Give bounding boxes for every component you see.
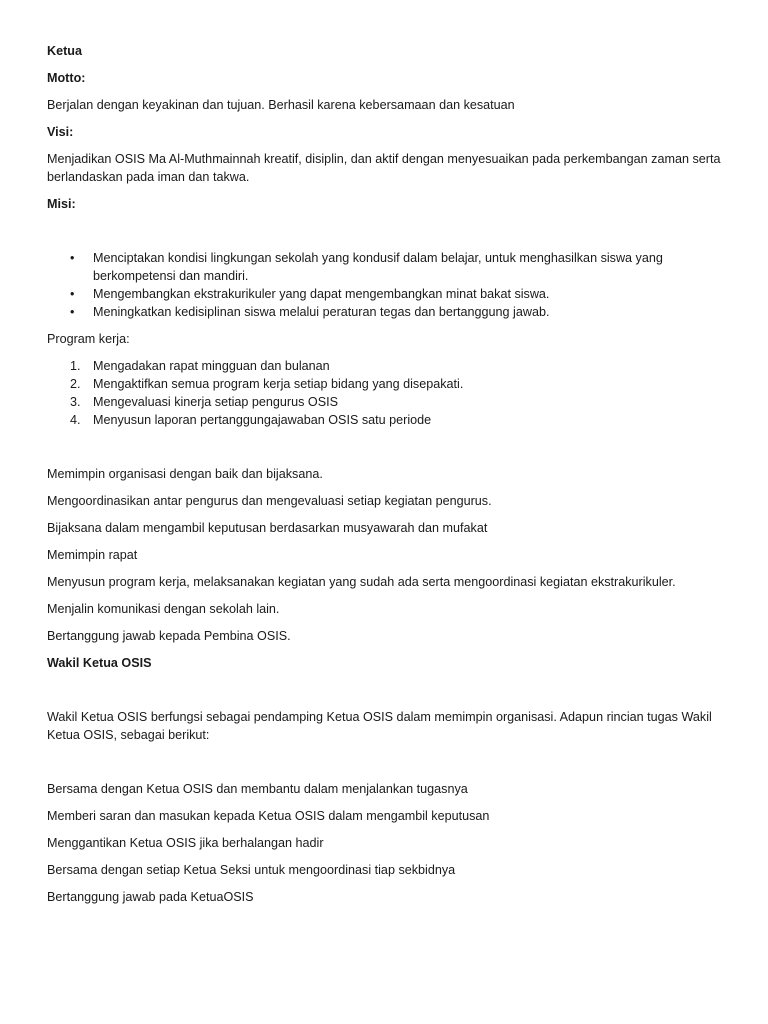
ketua-tugas-item: Bijaksana dalam mengambil keputusan berdasarkan musyawarah dan mufakat	[47, 521, 488, 535]
misi-item-text: Meningkatkan kedisiplinan siswa melalui peraturan tegas dan bertanggung jawab.	[93, 305, 550, 319]
section-heading-ketua: Ketua	[47, 44, 82, 58]
visi-text: Menjadikan OSIS Ma Al-Muthmainnah kreatif, disiplin, dan aktif dengan menyesuaikan pada perkembangan zaman serta berlandaskan pada iman dan takwa.	[47, 152, 721, 184]
misi-item	[47, 285, 727, 303]
misi-item	[47, 303, 727, 321]
misi-item-text: Menciptakan kondisi lingkungan sekolah yang kondusif dalam belajar, untuk menghasilkan siswa yang berkompetensi dan mandiri.	[93, 251, 663, 283]
program-item	[47, 375, 727, 393]
wakil-intro-text: Wakil Ketua OSIS berfungsi sebagai pendamping Ketua OSIS dalam memimpin organisasi. Adapun rincian tugas Wakil Ketua OSIS, sebagai berikut:	[47, 710, 712, 742]
bullet-icon: •	[70, 251, 75, 265]
ketua-tugas-item: Memimpin organisasi dengan baik dan bijaksana.	[47, 467, 323, 481]
program-kerja-list	[47, 357, 727, 429]
program-item-text: Mengevaluasi kinerja setiap pengurus OSIS	[93, 395, 339, 409]
wakil-tugas-item: Memberi saran dan masukan kepada Ketua OSIS dalam mengambil keputusan	[47, 809, 490, 823]
program-item-number: 4.	[70, 413, 81, 427]
program-item	[47, 393, 727, 411]
wakil-tugas-item: Bersama dengan Ketua OSIS dan membantu dalam menjalankan tugasnya	[47, 782, 468, 796]
program-item-text: Menyusun laporan pertanggungajawaban OSIS satu periode	[93, 413, 432, 427]
misi-list	[47, 249, 727, 321]
program-item	[47, 357, 727, 375]
visi-label: Visi:	[47, 125, 74, 139]
program-item-number: 2.	[70, 377, 81, 391]
program-item-number: 3.	[70, 395, 81, 409]
motto-label: Motto:	[47, 71, 86, 85]
program-item-number: 1.	[70, 359, 81, 373]
misi-item-text: Mengembangkan ekstrakurikuler yang dapat mengembangkan minat bakat siswa.	[93, 287, 550, 301]
document-page	[47, 42, 727, 915]
program-item-text: Mengadakan rapat mingguan dan bulanan	[93, 359, 330, 373]
wakil-tugas-item: Bertanggung jawab pada KetuaOSIS	[47, 890, 254, 904]
ketua-tugas-item: Memimpin rapat	[47, 548, 138, 562]
program-kerja-label: Program kerja:	[47, 332, 130, 346]
ketua-tugas-item: Menyusun program kerja, melaksanakan kegiatan yang sudah ada serta mengoordinasi kegiatan ekstrakurikuler.	[47, 575, 676, 589]
bullet-icon: •	[70, 287, 75, 301]
misi-item	[47, 249, 727, 285]
ketua-tugas-item: Bertanggung jawab kepada Pembina OSIS.	[47, 629, 291, 643]
section-heading-wakil-ketua: Wakil Ketua OSIS	[47, 656, 152, 670]
program-item	[47, 411, 727, 429]
wakil-tugas-item: Bersama dengan setiap Ketua Seksi untuk mengoordinasi tiap sekbidnya	[47, 863, 456, 877]
bullet-icon: •	[70, 305, 75, 319]
program-item-text: Mengaktifkan semua program kerja setiap bidang yang disepakati.	[93, 377, 464, 391]
misi-label: Misi:	[47, 197, 76, 211]
ketua-tugas-item: Mengoordinasikan antar pengurus dan mengevaluasi setiap kegiatan pengurus.	[47, 494, 492, 508]
motto-text: Berjalan dengan keyakinan dan tujuan. Berhasil karena kebersamaan dan kesatuan	[47, 98, 515, 112]
ketua-tugas-item: Menjalin komunikasi dengan sekolah lain.	[47, 602, 280, 616]
wakil-tugas-item: Menggantikan Ketua OSIS jika berhalangan hadir	[47, 836, 324, 850]
